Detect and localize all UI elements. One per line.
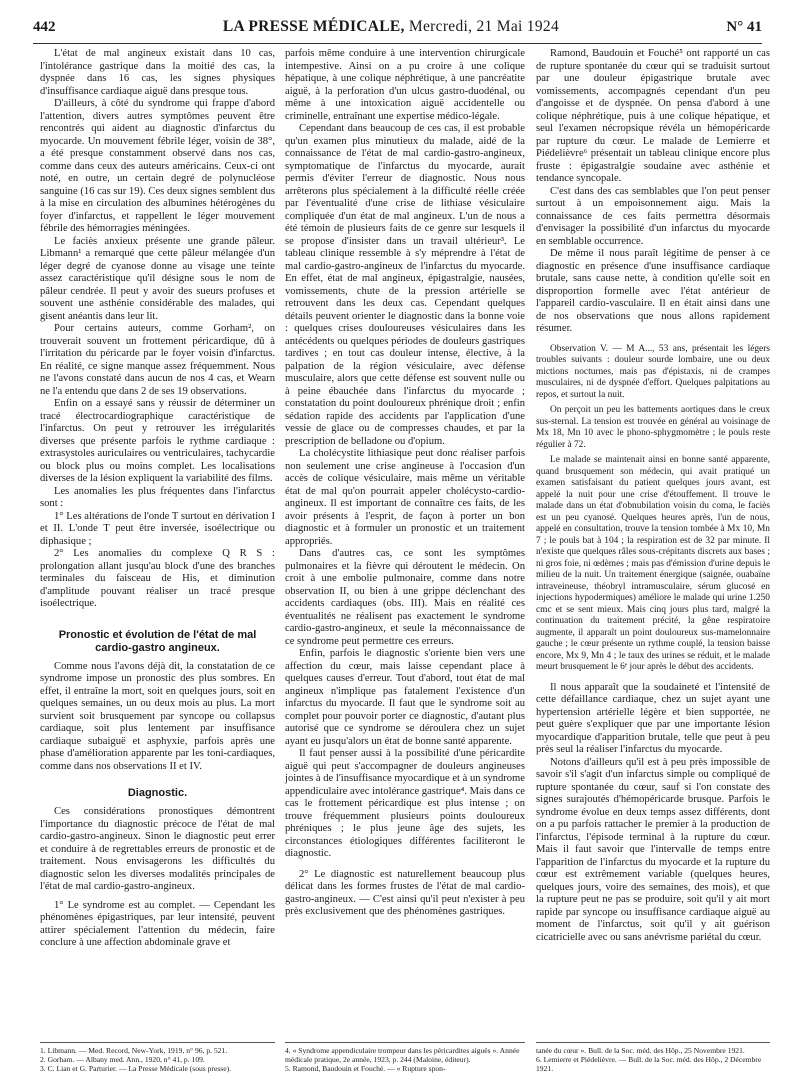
section-heading-pronostic: Pronostic et évolution de l'état de mal cardio-gastro angineux. bbox=[58, 628, 257, 654]
footnotes-middle bbox=[285, 1046, 525, 1073]
footnote: 3. C. Lian et G. Parturier. — La Presse Médicale (sous presse). bbox=[40, 1064, 232, 1073]
header-rule bbox=[33, 43, 762, 44]
footnote: 1. Libmann. — Med. Record, New-York, 1919, n° 96, p. 521. bbox=[40, 1046, 228, 1055]
paragraph: Ramond, Baudouin et Fouché⁵ ont rapporté un cas de rupture spontanée du cœur qui se traduisit surtout par une douleur épigastrique brutale avec vomissements, accompagnés cependant d'un peu d'angoisse et de dyspnée. On pensa d'abord à une colique néphrétique, puis à une colique hépatique, et seul l'examen nécropsique révéla un hémopéricarde par rupture du cœur. Le malade de Lemierre et Piédelièvre⁶ présentait un tableau clinique encore plus fruste : épigastralgie soudaine avec asthénie et tendance syncopale. bbox=[536, 48, 770, 184]
paragraph: Pour certains auteurs, comme Gorham², on trouverait souvent un frottement péricardique, dû à l'irritation du péricarde par le foyer voisin d'infarctus. En réalité, ce signe manque assez fréquemment. Nous ne l'avons constaté dans aucun de nos 4 cas, et Wearn ne l'a entendu que dans 2 de ses 19 observations. bbox=[40, 323, 275, 397]
observation-paragraph: Le malade se maintenait ainsi en bonne santé apparente, quand brusquement son médecin, qui avait pratiqué un examen satisfaisant du patient quelques jours avant, est appelé la nuit pour une crise d'étouffement. Il trouve le malade dans un état d'obnubilation voisin du coma, le faciès est un peu cyanosé. Quelques heures après, l'un de nous, appelé en consultation, trouve la tension tombée à Mx 10, Mn 7 ; le pouls bat à 104 ; la respiration est de 32 par minute. Il n'existe que quelques râles sous-crépitants discrets aux bases ; ni gros foie, ni œdèmes ; mais pas d'émission d'urine depuis le milieu de la nuit. Un traitement énergique (saignée, ouabaïne intraveineuse, théobryl intramusculaire, sérum glucosé en injections hypodermiques) améliore le malade qui urine 1.250 cmc et se sent mieux. Mais cinq jours plus tard, malgré la continuation du traitement précité, la gêne respiratoire augmente, il apparaît un point douloureux sus-mamelonnaire gauche ; le cœur présente un rythme couplé, la tension baisse encore, Mx 9, Mn 4 ; le taux des urines se réduit, et le malade meurt brusquement le 6ᵉ jour après le début des accidents. bbox=[536, 455, 770, 672]
paragraph: L'état de mal angineux existait dans 10 cas, l'intolérance gastrique dans la moitié des cas, la dyspnée dans 16 cas, les signes physiques d'insuffisance cardiaque aiguë dans presque tous. bbox=[40, 48, 275, 97]
paragraph: 2° Le diagnostic est naturellement beaucoup plus délicat dans les formes frustes de l'état de mal cardio-gastro-angineux. — C'est ainsi qu'il peut n'exister à peu près exclusivement que des phénomènes gastriques. bbox=[285, 868, 525, 917]
paragraph: De même il nous paraît légitime de penser à ce diagnostic en présence d'une insuffisance cardiaque brutale, sans cause nette, à condition qu'elle soit en disproportion formelle avec l'état antérieur de l'appareil cardio-vasculaire. Il en était ainsi dans une de nos observations que nous allons rapidement résumer. bbox=[536, 248, 770, 334]
journal-name: LA PRESSE MÉDICALE, bbox=[222, 18, 405, 35]
paragraph: Cependant dans beaucoup de ces cas, il est probable qu'un examen plus minutieux du malade, aidé de la connaissance de l'état de mal cardio-gastro-angineux, symptomatique de l'infarctus du myocarde, aurait permis d'éviter l'erreur de diagnostic. Nous nous arrêterons plus spécialement à la difficulté réelle créée par l'éventualité d'une crise de lithiase vésiculaire compliquée d'un état de mal angineux. L'un de nous a été témoin de plusieurs faits de ce genre sur lesquels il se propose d'insister dans un travail ultérieur³. Le tableau clinique ressemble à s'y méprendre à l'état de mal cardio-gastro-angineux de l'infarctus du myocarde. En effet, état de mal angineux, épigastralgie, nausées, vomissements, chute de la pression artérielle se retrouvent dans les deux cas. Cependant quelques détails peuvent orienter le diagnostic dans la bonne voie : quelques crises douloureuses vésiculaires dans les antécédents ou quelques périodes de douleurs gastriques tardives ; en tout cas douleur intense, élective, à la palpation de la région vésiculaire, avec défense musculaire, alors que cette défense est souvent nulle ou à peine ébauchée dans l'infarctus du myocarde ; constatation du point douloureux phrénique droit ; enfin sédation rapide des accidents par l'application d'une vessie de glace ou de compresses chaudes, et par la prescription de belladone ou d'opium. bbox=[285, 123, 525, 447]
footnote: 6. Lemierre et Piédelièvre. — Bull. de la Soc. méd. des Hôp., 2 Décembre 1921. bbox=[536, 1055, 762, 1073]
column-middle bbox=[285, 48, 525, 919]
paragraph: 1° Les altérations de l'onde T surtout en dérivation I et II. L'onde T peut être inversée, isoélectrique ou diphasique ; bbox=[40, 510, 275, 547]
paragraph: Les anomalies les plus fréquentes dans l'infarctus sont : bbox=[40, 485, 275, 509]
page-number: 442 bbox=[33, 19, 56, 35]
column-left bbox=[40, 48, 275, 950]
paragraph: Enfin on a essayé sans y réussir de déterminer un tracé électrocardiographique caractéristique de l'infarctus. On peut y retrouver les irrégularités diverses que présente parfois le rythme cardiaque : extrasystoles auriculaires ou ventriculaires, tachycardie ou block plus ou moins complet. Les localisations diverses de la lésion expliquent la variabilité des films. bbox=[40, 398, 275, 484]
paragraph: Notons d'ailleurs qu'il est à peu près impossible de savoir s'il s'agit d'un infarctus simple ou compliqué de rupture spontanée du cœur, sauf si l'on constate des signes surajoutés d'hémopéricarde brusque. Parfois le syndrome évolue en deux temps assez différents, dont on a pu parfois rattacher le premier à la production de l'infarctus, l'épisode terminal à la rupture du cœur. Mais il faut savoir que l'intervalle de temps entre l'apparition de l'infarctus du myocarde et la rupture du cœur est extrêmement variable (quelques heures, quelques jours, voire des semaines, des mois), et que la rupture peut ne pas se produire, soit qu'il y ait mort rapide par syncope ou insuffisance cardiaque aiguë au moment de l'infarctus, soit qu'il y ait guérison cicatricielle avec ou sans anévrisme pariétal du cœur. bbox=[536, 756, 770, 943]
observation-paragraph: On perçoit un peu les battements aortiques dans le creux sus-sternal. La tension est trouvée en général au voisinage de Mx 18, Mn 10 avec le phono-sphygmomètre ; le pouls reste régulier à 72. bbox=[536, 405, 770, 450]
paragraph: 2° Les anomalies du complexe Q R S : prolongation allant jusqu'au block d'une des branches terminales du faisceau de His, et diminution d'amplitude pouvant réaliser un tracé presque isoélectrique. bbox=[40, 548, 275, 609]
section-heading-diagnostic: Diagnostic. bbox=[127, 787, 188, 799]
running-header bbox=[33, 18, 762, 38]
footnotes-left bbox=[40, 1046, 275, 1073]
column-right bbox=[536, 48, 770, 944]
footnote-rule bbox=[40, 1042, 275, 1043]
footnote: tanée du cœur ». Bull. de la Soc. méd. des Hôp., 25 Novembre 1921. bbox=[536, 1046, 745, 1055]
paragraph: parfois même conduire à une intervention chirurgicale intempestive. Ainsi on a pu croire à une colique hépatique, à une colique néphrétique, à une pancréatite aiguë, à la perforation d'un ulcus gastro-duodénal, ou même à une intoxication aiguë accidentelle ou criminelle, entraînant une expertise médico-légale. bbox=[285, 48, 525, 122]
paragraph: Ces considérations pronostiques démontrent l'importance du diagnostic précoce de l'état de mal cardio-gastro-angineux. Sinon le diagnostic peut errer et conduire à de regrettables erreurs de pronostic et de traitement. Nous envisagerons les difficultés du diagnostic selon les diverses modalités principales de l'état de mal cardio-gastro-angineux. bbox=[40, 806, 275, 892]
issue-number: N° 41 bbox=[726, 19, 762, 35]
footnote: 2. Gorham. — Albany med. Ann., 1920, n° 41, p. 109. bbox=[40, 1055, 205, 1064]
issue-date: Mercredi, 21 Mai 1924 bbox=[408, 18, 559, 35]
paragraph: Il faut penser aussi à la possibilité d'une péricardite aiguë qui peut s'accompagner de douleurs angineuses jointes à de l'insuffisance myocardique et à un syndrome appendiculaire avec intolérance gastrique⁴. Mais dans ce cas le frottement péricardique est plus intense ; on trouve fréquemment plusieurs points douloureux phréniques ; le plus jeune âge des sujets, les circonstances étiologiques différentes faciliteront le diagnostic. bbox=[285, 748, 526, 859]
paragraph: 1° Le syndrome est au complet. — Cependant les phénomènes épigastriques, par leur intensité, peuvent attirer spécialement l'attention du médecin, faire conclure à une affection abdominale grave et bbox=[40, 899, 275, 948]
footnote-rule bbox=[285, 1042, 525, 1043]
paragraph: C'est dans des cas semblables que l'on peut penser surtout à un empoisonnement aigu. Mais la connaissance de ces faits permettra désormais d'envisager la possibilité d'un infarctus du myocarde en semblable occurrence. bbox=[536, 185, 770, 247]
observation-paragraph: Observation V. — M A..., 53 ans, présentait les légers troubles suivants : douleur sourde lombaire, une ou deux mictions nocturnes, mais pas d'épistaxis, ni de crampes musculaires, ni de dyspnée d'effort. Quelques palpitations au repos, et surtout la nuit. bbox=[536, 343, 770, 400]
footnote: 4. « Syndrome appendiculaire trompeur dans les péricardites aiguës ». Année médicale pratique, 2e année, 1923, p. 244 (Maloine, éditeur). bbox=[285, 1046, 520, 1064]
paragraph: Dans d'autres cas, ce sont les symptômes pulmonaires et la fièvre qui déroutent le médecin. On croit à une embolie pulmonaire, comme dans notre observation II, ou bien à une grippe déclenchant des accidents cardiaques (obs. III). Mais en réalité ces éventualités ne réalisent pas exactement le syndrome cardio-gastro-angineux, et seule la méconnaissance de ce syndrome peut permettre ces erreurs. bbox=[285, 548, 525, 647]
paragraph: Enfin, parfois le diagnostic s'oriente bien vers une affection du cœur, mais laisse cependant place à quelques causes d'erreur. Tout d'abord, tout état de mal angineux n'implique pas fatalement l'existence d'un infarctus du myocarde. Il faut que le syndrome soit au complet pour pouvoir porter ce diagnostic, d'autant plus autorisé que ce syndrome se déroulera chez un sujet ayant eu jusqu'alors un état de bonne santé apparente. bbox=[285, 648, 525, 747]
footnote-rule bbox=[536, 1042, 770, 1043]
footnotes-right bbox=[536, 1046, 770, 1073]
paragraph: Le faciès anxieux présente une grande pâleur. Libmann¹ a remarqué que cette pâleur mélangée d'un léger degré de cyanose donne au visage une teinte assez caractéristique qu'il désigne sous le nom de pâleur cendrée. Il peut y avoir des sueurs profuses et souvent une asthénie considérable des malades, qui gisent anéantis dans leur lit. bbox=[40, 235, 275, 322]
footnote: 5. Ramond, Baudouin et Fouché. — « Rupture spon- bbox=[285, 1064, 446, 1073]
paragraph: D'ailleurs, à côté du syndrome qui frappe d'abord l'attention, divers autres symptômes peuvent être rencontrés qui aident au diagnostic d'infarctus du myocarde. Un mouvement fébrile léger, voisin de 38°, a été presque constamment observé dans nos cas, comme dans ceux des auteurs américains. Ceux-ci ont noté, en outre, un certain degré de polynucléose sanguine (16 cas sur 19). Ces deux signes semblent dus à la mise en circulation des albumines hétérogènes du foyer d'infarctus, et rappellent le léger mouvement fébrile des hémorragies méningées. bbox=[40, 98, 275, 234]
paragraph: Comme nous l'avons déjà dit, la constatation de ce syndrome impose un pronostic des plus sombres. En effet, il entraîne la mort, soit en quelques jours, soit en quelques semaines, un ou deux mois au plus. La mort survient soit brusquement par syncope ou collapsus cardiaque, soit plus lentement par insuffisance cardiaque subaiguë et asphyxie, parfois après une phase d'amélioration apparente par les toni-cardiaques, comme dans nos observations II et IV. bbox=[40, 660, 275, 772]
paragraph: La cholécystite lithiasique peut donc réaliser parfois non seulement une crise angineuse à l'occasion d'un accès de colique vésiculaire, mais même un véritable état de mal qu'on pourrait appeler cholécysto-cardio-angineux. Il est important de connaître ces faits, de les avoir présents à l'esprit, de façon à porter un bon diagnostic et à formuler un pronostic et un traitement appropriés. bbox=[285, 448, 525, 547]
paragraph: Il nous apparaît que la soudaineté et l'intensité de cette défaillance cardiaque, chez un sujet ayant une hypertension artérielle légère et bien supportée, ne peut guère s'expliquer que par une importante lésion myocardique d'apparition brutale, telle que peut à peu près seul la réaliser l'infarctus du myocarde. bbox=[536, 681, 770, 755]
journal-title bbox=[223, 18, 559, 36]
